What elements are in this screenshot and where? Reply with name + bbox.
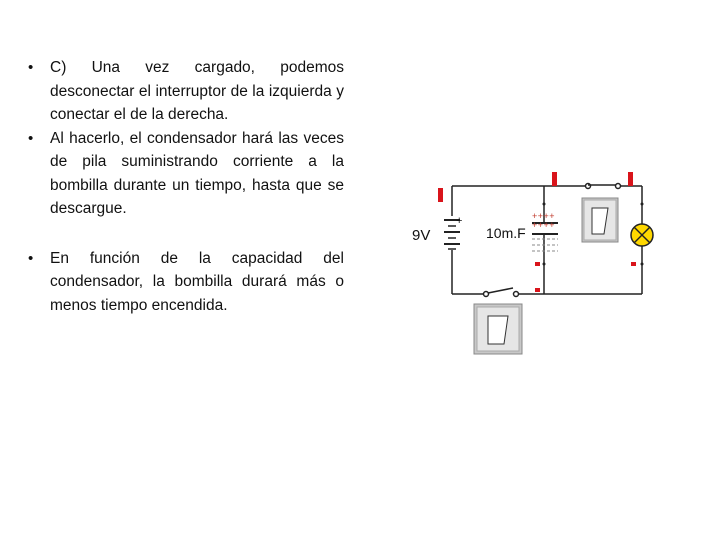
switch-icon	[484, 288, 519, 297]
bullet-text: En función de la capacidad del condensador, la bombilla durará más o menos tiempo encendida.	[50, 249, 344, 314]
capacitor-label: 10m.F	[486, 225, 526, 241]
bullet-text: Al hacerlo, el condensador hará las veces de pila suministrando corriente a la bombilla durante un tiempo, hasta que se descargue.	[50, 129, 344, 217]
battery-plus: +	[456, 215, 463, 227]
bullet-item	[24, 56, 344, 127]
bullet-marker: •	[28, 129, 34, 147]
lamp-icon	[631, 224, 653, 246]
circuit-diagram	[398, 168, 668, 358]
bullet-item	[24, 127, 344, 221]
bullet-list	[24, 56, 344, 317]
bullet-marker: •	[28, 59, 34, 76]
bullet-text: C) Una vez cargado, podemos desconectar el interruptor de la izquierda y conectar el de la derecha.	[50, 59, 344, 123]
toggle-panel-icon	[474, 304, 522, 354]
switch-icon	[586, 184, 621, 189]
bullet-marker: •	[28, 249, 34, 267]
bullet-item	[24, 247, 344, 318]
charge-signs: + + + +	[532, 220, 554, 230]
charge-signs: + + + +	[532, 211, 554, 221]
battery-label: 9V	[412, 227, 431, 244]
toggle-panel-icon	[582, 198, 618, 242]
